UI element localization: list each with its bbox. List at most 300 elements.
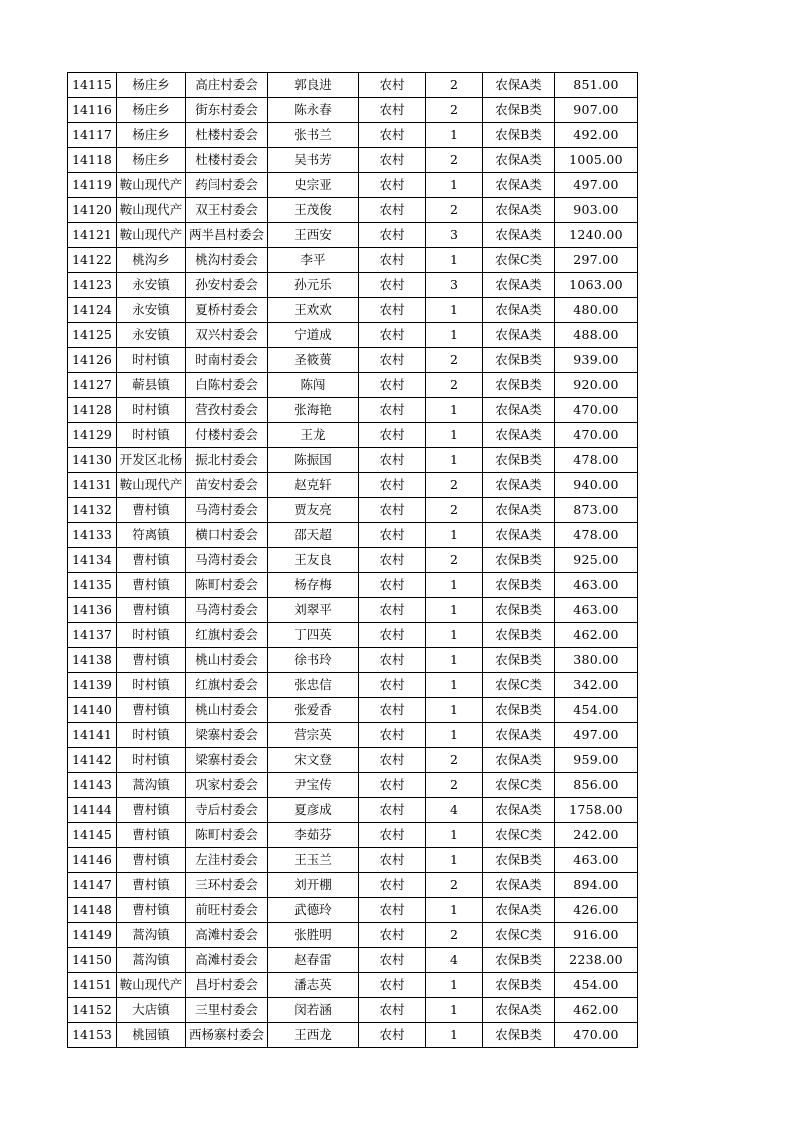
household-count-cell: 1 <box>426 823 483 848</box>
amount-cell: 1758.00 <box>555 798 638 823</box>
amount-cell: 470.00 <box>555 398 638 423</box>
row-id-cell: 14135 <box>68 573 117 598</box>
table-row <box>68 473 638 498</box>
township-cell: 曹村镇 <box>117 548 186 573</box>
amount-cell: 454.00 <box>555 973 638 998</box>
name-cell: 刘翠平 <box>268 598 359 623</box>
village-committee-cell: 红旗村委会 <box>186 623 268 648</box>
name-cell: 营宗英 <box>268 723 359 748</box>
township-cell: 曹村镇 <box>117 573 186 598</box>
insurance-category-cell: 农保A类 <box>483 498 555 523</box>
household-count-cell: 1 <box>426 698 483 723</box>
village-committee-cell: 巩家村委会 <box>186 773 268 798</box>
table-row <box>68 698 638 723</box>
household-count-cell: 1 <box>426 298 483 323</box>
table-row <box>68 198 638 223</box>
insurance-category-cell: 农保A类 <box>483 998 555 1023</box>
village-committee-cell: 双兴村委会 <box>186 323 268 348</box>
village-committee-cell: 陈町村委会 <box>186 823 268 848</box>
area-type-cell: 农村 <box>359 348 426 373</box>
insurance-category-cell: 农保A类 <box>483 473 555 498</box>
village-committee-cell: 梁寨村委会 <box>186 723 268 748</box>
household-count-cell: 2 <box>426 473 483 498</box>
village-committee-cell: 高庄村委会 <box>186 73 268 98</box>
table-row <box>68 773 638 798</box>
area-type-cell: 农村 <box>359 598 426 623</box>
township-cell: 大店镇 <box>117 998 186 1023</box>
insurance-category-cell: 农保B类 <box>483 98 555 123</box>
name-cell: 宁道成 <box>268 323 359 348</box>
township-cell: 时村镇 <box>117 748 186 773</box>
name-cell: 陈闯 <box>268 373 359 398</box>
name-cell: 丁四英 <box>268 623 359 648</box>
name-cell: 邵天超 <box>268 523 359 548</box>
amount-cell: 1063.00 <box>555 273 638 298</box>
name-cell: 王西龙 <box>268 1023 359 1048</box>
name-cell: 张忠信 <box>268 673 359 698</box>
row-id-cell: 14116 <box>68 98 117 123</box>
household-count-cell: 2 <box>426 73 483 98</box>
area-type-cell: 农村 <box>359 73 426 98</box>
amount-cell: 380.00 <box>555 648 638 673</box>
township-cell: 时村镇 <box>117 723 186 748</box>
row-id-cell: 14125 <box>68 323 117 348</box>
row-id-cell: 14128 <box>68 398 117 423</box>
amount-cell: 492.00 <box>555 123 638 148</box>
area-type-cell: 农村 <box>359 673 426 698</box>
table-row <box>68 73 638 98</box>
township-cell: 时村镇 <box>117 673 186 698</box>
table-row <box>68 273 638 298</box>
table-row <box>68 673 638 698</box>
insurance-category-cell: 农保C类 <box>483 248 555 273</box>
village-committee-cell: 马湾村委会 <box>186 498 268 523</box>
table-row <box>68 948 638 973</box>
village-committee-cell: 营孜村委会 <box>186 398 268 423</box>
township-cell: 曹村镇 <box>117 498 186 523</box>
village-committee-cell: 夏桥村委会 <box>186 298 268 323</box>
name-cell: 吴书芳 <box>268 148 359 173</box>
row-id-cell: 14121 <box>68 223 117 248</box>
amount-cell: 470.00 <box>555 1023 638 1048</box>
area-type-cell: 农村 <box>359 298 426 323</box>
insurance-category-cell: 农保A类 <box>483 73 555 98</box>
household-count-cell: 1 <box>426 998 483 1023</box>
name-cell: 杨存梅 <box>268 573 359 598</box>
township-cell: 杨庄乡 <box>117 98 186 123</box>
insurance-category-cell: 农保B类 <box>483 973 555 998</box>
township-cell: 杨庄乡 <box>117 148 186 173</box>
table-row <box>68 223 638 248</box>
township-cell: 鞍山现代产 <box>117 223 186 248</box>
amount-cell: 940.00 <box>555 473 638 498</box>
insurance-category-cell: 农保A类 <box>483 523 555 548</box>
row-id-cell: 14136 <box>68 598 117 623</box>
amount-cell: 939.00 <box>555 348 638 373</box>
row-id-cell: 14146 <box>68 848 117 873</box>
township-cell: 时村镇 <box>117 398 186 423</box>
township-cell: 鞍山现代产 <box>117 198 186 223</box>
township-cell: 曹村镇 <box>117 648 186 673</box>
village-committee-cell: 孙安村委会 <box>186 273 268 298</box>
amount-cell: 478.00 <box>555 523 638 548</box>
table-row <box>68 523 638 548</box>
amount-cell: 463.00 <box>555 848 638 873</box>
table-row <box>68 848 638 873</box>
amount-cell: 454.00 <box>555 698 638 723</box>
amount-cell: 297.00 <box>555 248 638 273</box>
insurance-category-cell: 农保C类 <box>483 923 555 948</box>
township-cell: 鞍山现代产 <box>117 173 186 198</box>
name-cell: 潘志英 <box>268 973 359 998</box>
household-count-cell: 2 <box>426 373 483 398</box>
row-id-cell: 14138 <box>68 648 117 673</box>
name-cell: 刘开棚 <box>268 873 359 898</box>
row-id-cell: 14137 <box>68 623 117 648</box>
insurance-category-cell: 农保A类 <box>483 873 555 898</box>
village-committee-cell: 红旗村委会 <box>186 673 268 698</box>
household-count-cell: 1 <box>426 673 483 698</box>
table-row <box>68 98 638 123</box>
amount-cell: 462.00 <box>555 623 638 648</box>
insurance-category-cell: 农保B类 <box>483 623 555 648</box>
village-committee-cell: 付楼村委会 <box>186 423 268 448</box>
village-committee-cell: 白陈村委会 <box>186 373 268 398</box>
household-count-cell: 1 <box>426 448 483 473</box>
insurance-category-cell: 农保B类 <box>483 598 555 623</box>
insurance-category-cell: 农保B类 <box>483 698 555 723</box>
name-cell: 圣筱蒉 <box>268 348 359 373</box>
insurance-category-cell: 农保A类 <box>483 198 555 223</box>
insurance-category-cell: 农保C类 <box>483 773 555 798</box>
row-id-cell: 14152 <box>68 998 117 1023</box>
amount-cell: 463.00 <box>555 573 638 598</box>
name-cell: 徐书玲 <box>268 648 359 673</box>
insurance-category-cell: 农保B类 <box>483 573 555 598</box>
insurance-category-cell: 农保B类 <box>483 1023 555 1048</box>
village-committee-cell: 陈町村委会 <box>186 573 268 598</box>
area-type-cell: 农村 <box>359 198 426 223</box>
village-committee-cell: 杜楼村委会 <box>186 123 268 148</box>
roster-body <box>68 73 638 1048</box>
township-cell: 符离镇 <box>117 523 186 548</box>
table-row <box>68 448 638 473</box>
village-committee-cell: 振北村委会 <box>186 448 268 473</box>
township-cell: 开发区北杨 <box>117 448 186 473</box>
insurance-category-cell: 农保B类 <box>483 123 555 148</box>
amount-cell: 916.00 <box>555 923 638 948</box>
row-id-cell: 14122 <box>68 248 117 273</box>
name-cell: 王龙 <box>268 423 359 448</box>
amount-cell: 2238.00 <box>555 948 638 973</box>
township-cell: 鞍山现代产 <box>117 473 186 498</box>
roster-table <box>67 72 638 1048</box>
household-count-cell: 2 <box>426 498 483 523</box>
amount-cell: 462.00 <box>555 998 638 1023</box>
insurance-category-cell: 农保B类 <box>483 373 555 398</box>
township-cell: 时村镇 <box>117 623 186 648</box>
household-count-cell: 2 <box>426 98 483 123</box>
area-type-cell: 农村 <box>359 548 426 573</box>
area-type-cell: 农村 <box>359 123 426 148</box>
area-type-cell: 农村 <box>359 373 426 398</box>
household-count-cell: 3 <box>426 223 483 248</box>
township-cell: 杨庄乡 <box>117 123 186 148</box>
household-count-cell: 3 <box>426 273 483 298</box>
area-type-cell: 农村 <box>359 498 426 523</box>
amount-cell: 480.00 <box>555 298 638 323</box>
name-cell: 闵若涵 <box>268 998 359 1023</box>
township-cell: 桃园镇 <box>117 1023 186 1048</box>
table-row <box>68 973 638 998</box>
township-cell: 杨庄乡 <box>117 73 186 98</box>
row-id-cell: 14144 <box>68 798 117 823</box>
table-row <box>68 923 638 948</box>
area-type-cell: 农村 <box>359 823 426 848</box>
area-type-cell: 农村 <box>359 473 426 498</box>
household-count-cell: 1 <box>426 323 483 348</box>
amount-cell: 497.00 <box>555 723 638 748</box>
insurance-category-cell: 农保A类 <box>483 398 555 423</box>
table-row <box>68 1023 638 1048</box>
village-committee-cell: 左洼村委会 <box>186 848 268 873</box>
township-cell: 时村镇 <box>117 423 186 448</box>
insurance-category-cell: 农保A类 <box>483 298 555 323</box>
name-cell: 王西安 <box>268 223 359 248</box>
household-count-cell: 4 <box>426 798 483 823</box>
village-committee-cell: 西杨寨村委会 <box>186 1023 268 1048</box>
table-row <box>68 373 638 398</box>
area-type-cell: 农村 <box>359 1023 426 1048</box>
row-id-cell: 14133 <box>68 523 117 548</box>
township-cell: 永安镇 <box>117 323 186 348</box>
area-type-cell: 农村 <box>359 523 426 548</box>
insurance-category-cell: 农保B类 <box>483 348 555 373</box>
table-row <box>68 173 638 198</box>
village-committee-cell: 昌圩村委会 <box>186 973 268 998</box>
household-count-cell: 2 <box>426 148 483 173</box>
household-count-cell: 1 <box>426 123 483 148</box>
table-row <box>68 398 638 423</box>
village-committee-cell: 梁寨村委会 <box>186 748 268 773</box>
township-cell: 永安镇 <box>117 273 186 298</box>
household-count-cell: 2 <box>426 548 483 573</box>
name-cell: 张海艳 <box>268 398 359 423</box>
row-id-cell: 14118 <box>68 148 117 173</box>
area-type-cell: 农村 <box>359 323 426 348</box>
name-cell: 陈永春 <box>268 98 359 123</box>
table-row <box>68 648 638 673</box>
name-cell: 宋文登 <box>268 748 359 773</box>
table-row <box>68 423 638 448</box>
table-row <box>68 898 638 923</box>
village-committee-cell: 马湾村委会 <box>186 548 268 573</box>
name-cell: 夏彦成 <box>268 798 359 823</box>
row-id-cell: 14143 <box>68 773 117 798</box>
amount-cell: 478.00 <box>555 448 638 473</box>
insurance-category-cell: 农保B类 <box>483 648 555 673</box>
village-committee-cell: 时南村委会 <box>186 348 268 373</box>
amount-cell: 856.00 <box>555 773 638 798</box>
amount-cell: 907.00 <box>555 98 638 123</box>
name-cell: 赵春雷 <box>268 948 359 973</box>
name-cell: 王玉兰 <box>268 848 359 873</box>
amount-cell: 851.00 <box>555 73 638 98</box>
area-type-cell: 农村 <box>359 948 426 973</box>
insurance-category-cell: 农保B类 <box>483 848 555 873</box>
row-id-cell: 14153 <box>68 1023 117 1048</box>
household-count-cell: 1 <box>426 573 483 598</box>
township-cell: 蒿沟镇 <box>117 948 186 973</box>
village-committee-cell: 两半昌村委会 <box>186 223 268 248</box>
row-id-cell: 14150 <box>68 948 117 973</box>
township-cell: 蒿沟镇 <box>117 923 186 948</box>
amount-cell: 873.00 <box>555 498 638 523</box>
township-cell: 桃沟乡 <box>117 248 186 273</box>
name-cell: 陈振国 <box>268 448 359 473</box>
row-id-cell: 14120 <box>68 198 117 223</box>
household-count-cell: 2 <box>426 873 483 898</box>
village-committee-cell: 寺后村委会 <box>186 798 268 823</box>
village-committee-cell: 杜楼村委会 <box>186 148 268 173</box>
household-count-cell: 1 <box>426 598 483 623</box>
area-type-cell: 农村 <box>359 723 426 748</box>
amount-cell: 959.00 <box>555 748 638 773</box>
insurance-category-cell: 农保A类 <box>483 748 555 773</box>
name-cell: 郭良进 <box>268 73 359 98</box>
township-cell: 曹村镇 <box>117 873 186 898</box>
table-row <box>68 298 638 323</box>
village-committee-cell: 苗安村委会 <box>186 473 268 498</box>
household-count-cell: 1 <box>426 248 483 273</box>
village-committee-cell: 三环村委会 <box>186 873 268 898</box>
table-row <box>68 823 638 848</box>
name-cell: 李平 <box>268 248 359 273</box>
row-id-cell: 14151 <box>68 973 117 998</box>
row-id-cell: 14141 <box>68 723 117 748</box>
amount-cell: 463.00 <box>555 598 638 623</box>
township-cell: 曹村镇 <box>117 898 186 923</box>
table-row <box>68 798 638 823</box>
row-id-cell: 14129 <box>68 423 117 448</box>
village-committee-cell: 前旺村委会 <box>186 898 268 923</box>
name-cell: 张爱香 <box>268 698 359 723</box>
insurance-category-cell: 农保B类 <box>483 448 555 473</box>
name-cell: 赵克轩 <box>268 473 359 498</box>
insurance-category-cell: 农保C类 <box>483 823 555 848</box>
area-type-cell: 农村 <box>359 148 426 173</box>
area-type-cell: 农村 <box>359 648 426 673</box>
area-type-cell: 农村 <box>359 273 426 298</box>
name-cell: 李茹芬 <box>268 823 359 848</box>
row-id-cell: 14115 <box>68 73 117 98</box>
row-id-cell: 14124 <box>68 298 117 323</box>
name-cell: 王欢欢 <box>268 298 359 323</box>
area-type-cell: 农村 <box>359 748 426 773</box>
area-type-cell: 农村 <box>359 998 426 1023</box>
name-cell: 王友良 <box>268 548 359 573</box>
household-count-cell: 1 <box>426 1023 483 1048</box>
amount-cell: 426.00 <box>555 898 638 923</box>
township-cell: 时村镇 <box>117 348 186 373</box>
area-type-cell: 农村 <box>359 448 426 473</box>
amount-cell: 470.00 <box>555 423 638 448</box>
area-type-cell: 农村 <box>359 798 426 823</box>
table-row <box>68 873 638 898</box>
area-type-cell: 农村 <box>359 223 426 248</box>
table-row <box>68 998 638 1023</box>
area-type-cell: 农村 <box>359 773 426 798</box>
row-id-cell: 14117 <box>68 123 117 148</box>
name-cell: 孙元乐 <box>268 273 359 298</box>
township-cell: 曹村镇 <box>117 798 186 823</box>
household-count-cell: 2 <box>426 923 483 948</box>
village-committee-cell: 马湾村委会 <box>186 598 268 623</box>
table-row <box>68 573 638 598</box>
amount-cell: 920.00 <box>555 373 638 398</box>
village-committee-cell: 桃山村委会 <box>186 698 268 723</box>
name-cell: 王茂俊 <box>268 198 359 223</box>
area-type-cell: 农村 <box>359 173 426 198</box>
row-id-cell: 14130 <box>68 448 117 473</box>
table-row <box>68 748 638 773</box>
table-row <box>68 723 638 748</box>
village-committee-cell: 桃山村委会 <box>186 648 268 673</box>
area-type-cell: 农村 <box>359 623 426 648</box>
table-row <box>68 348 638 373</box>
area-type-cell: 农村 <box>359 573 426 598</box>
village-committee-cell: 高滩村委会 <box>186 923 268 948</box>
insurance-category-cell: 农保B类 <box>483 548 555 573</box>
village-committee-cell: 三里村委会 <box>186 998 268 1023</box>
household-count-cell: 2 <box>426 198 483 223</box>
village-committee-cell: 桃沟村委会 <box>186 248 268 273</box>
insurance-category-cell: 农保A类 <box>483 173 555 198</box>
table-row <box>68 598 638 623</box>
household-count-cell: 1 <box>426 648 483 673</box>
row-id-cell: 14140 <box>68 698 117 723</box>
household-count-cell: 1 <box>426 898 483 923</box>
insurance-category-cell: 农保A类 <box>483 798 555 823</box>
household-count-cell: 1 <box>426 973 483 998</box>
area-type-cell: 农村 <box>359 898 426 923</box>
insurance-category-cell: 农保A类 <box>483 423 555 448</box>
amount-cell: 903.00 <box>555 198 638 223</box>
township-cell: 蒿沟镇 <box>117 773 186 798</box>
amount-cell: 497.00 <box>555 173 638 198</box>
village-committee-cell: 高滩村委会 <box>186 948 268 973</box>
area-type-cell: 农村 <box>359 423 426 448</box>
township-cell: 曹村镇 <box>117 698 186 723</box>
table-row <box>68 148 638 173</box>
name-cell: 史宗亚 <box>268 173 359 198</box>
household-count-cell: 1 <box>426 848 483 873</box>
insurance-category-cell: 农保A类 <box>483 323 555 348</box>
table-row <box>68 123 638 148</box>
household-count-cell: 1 <box>426 398 483 423</box>
township-cell: 鞍山现代产 <box>117 973 186 998</box>
row-id-cell: 14148 <box>68 898 117 923</box>
row-id-cell: 14131 <box>68 473 117 498</box>
amount-cell: 242.00 <box>555 823 638 848</box>
name-cell: 武德玲 <box>268 898 359 923</box>
amount-cell: 894.00 <box>555 873 638 898</box>
household-count-cell: 4 <box>426 948 483 973</box>
insurance-category-cell: 农保C类 <box>483 673 555 698</box>
amount-cell: 1005.00 <box>555 148 638 173</box>
row-id-cell: 14127 <box>68 373 117 398</box>
area-type-cell: 农村 <box>359 973 426 998</box>
